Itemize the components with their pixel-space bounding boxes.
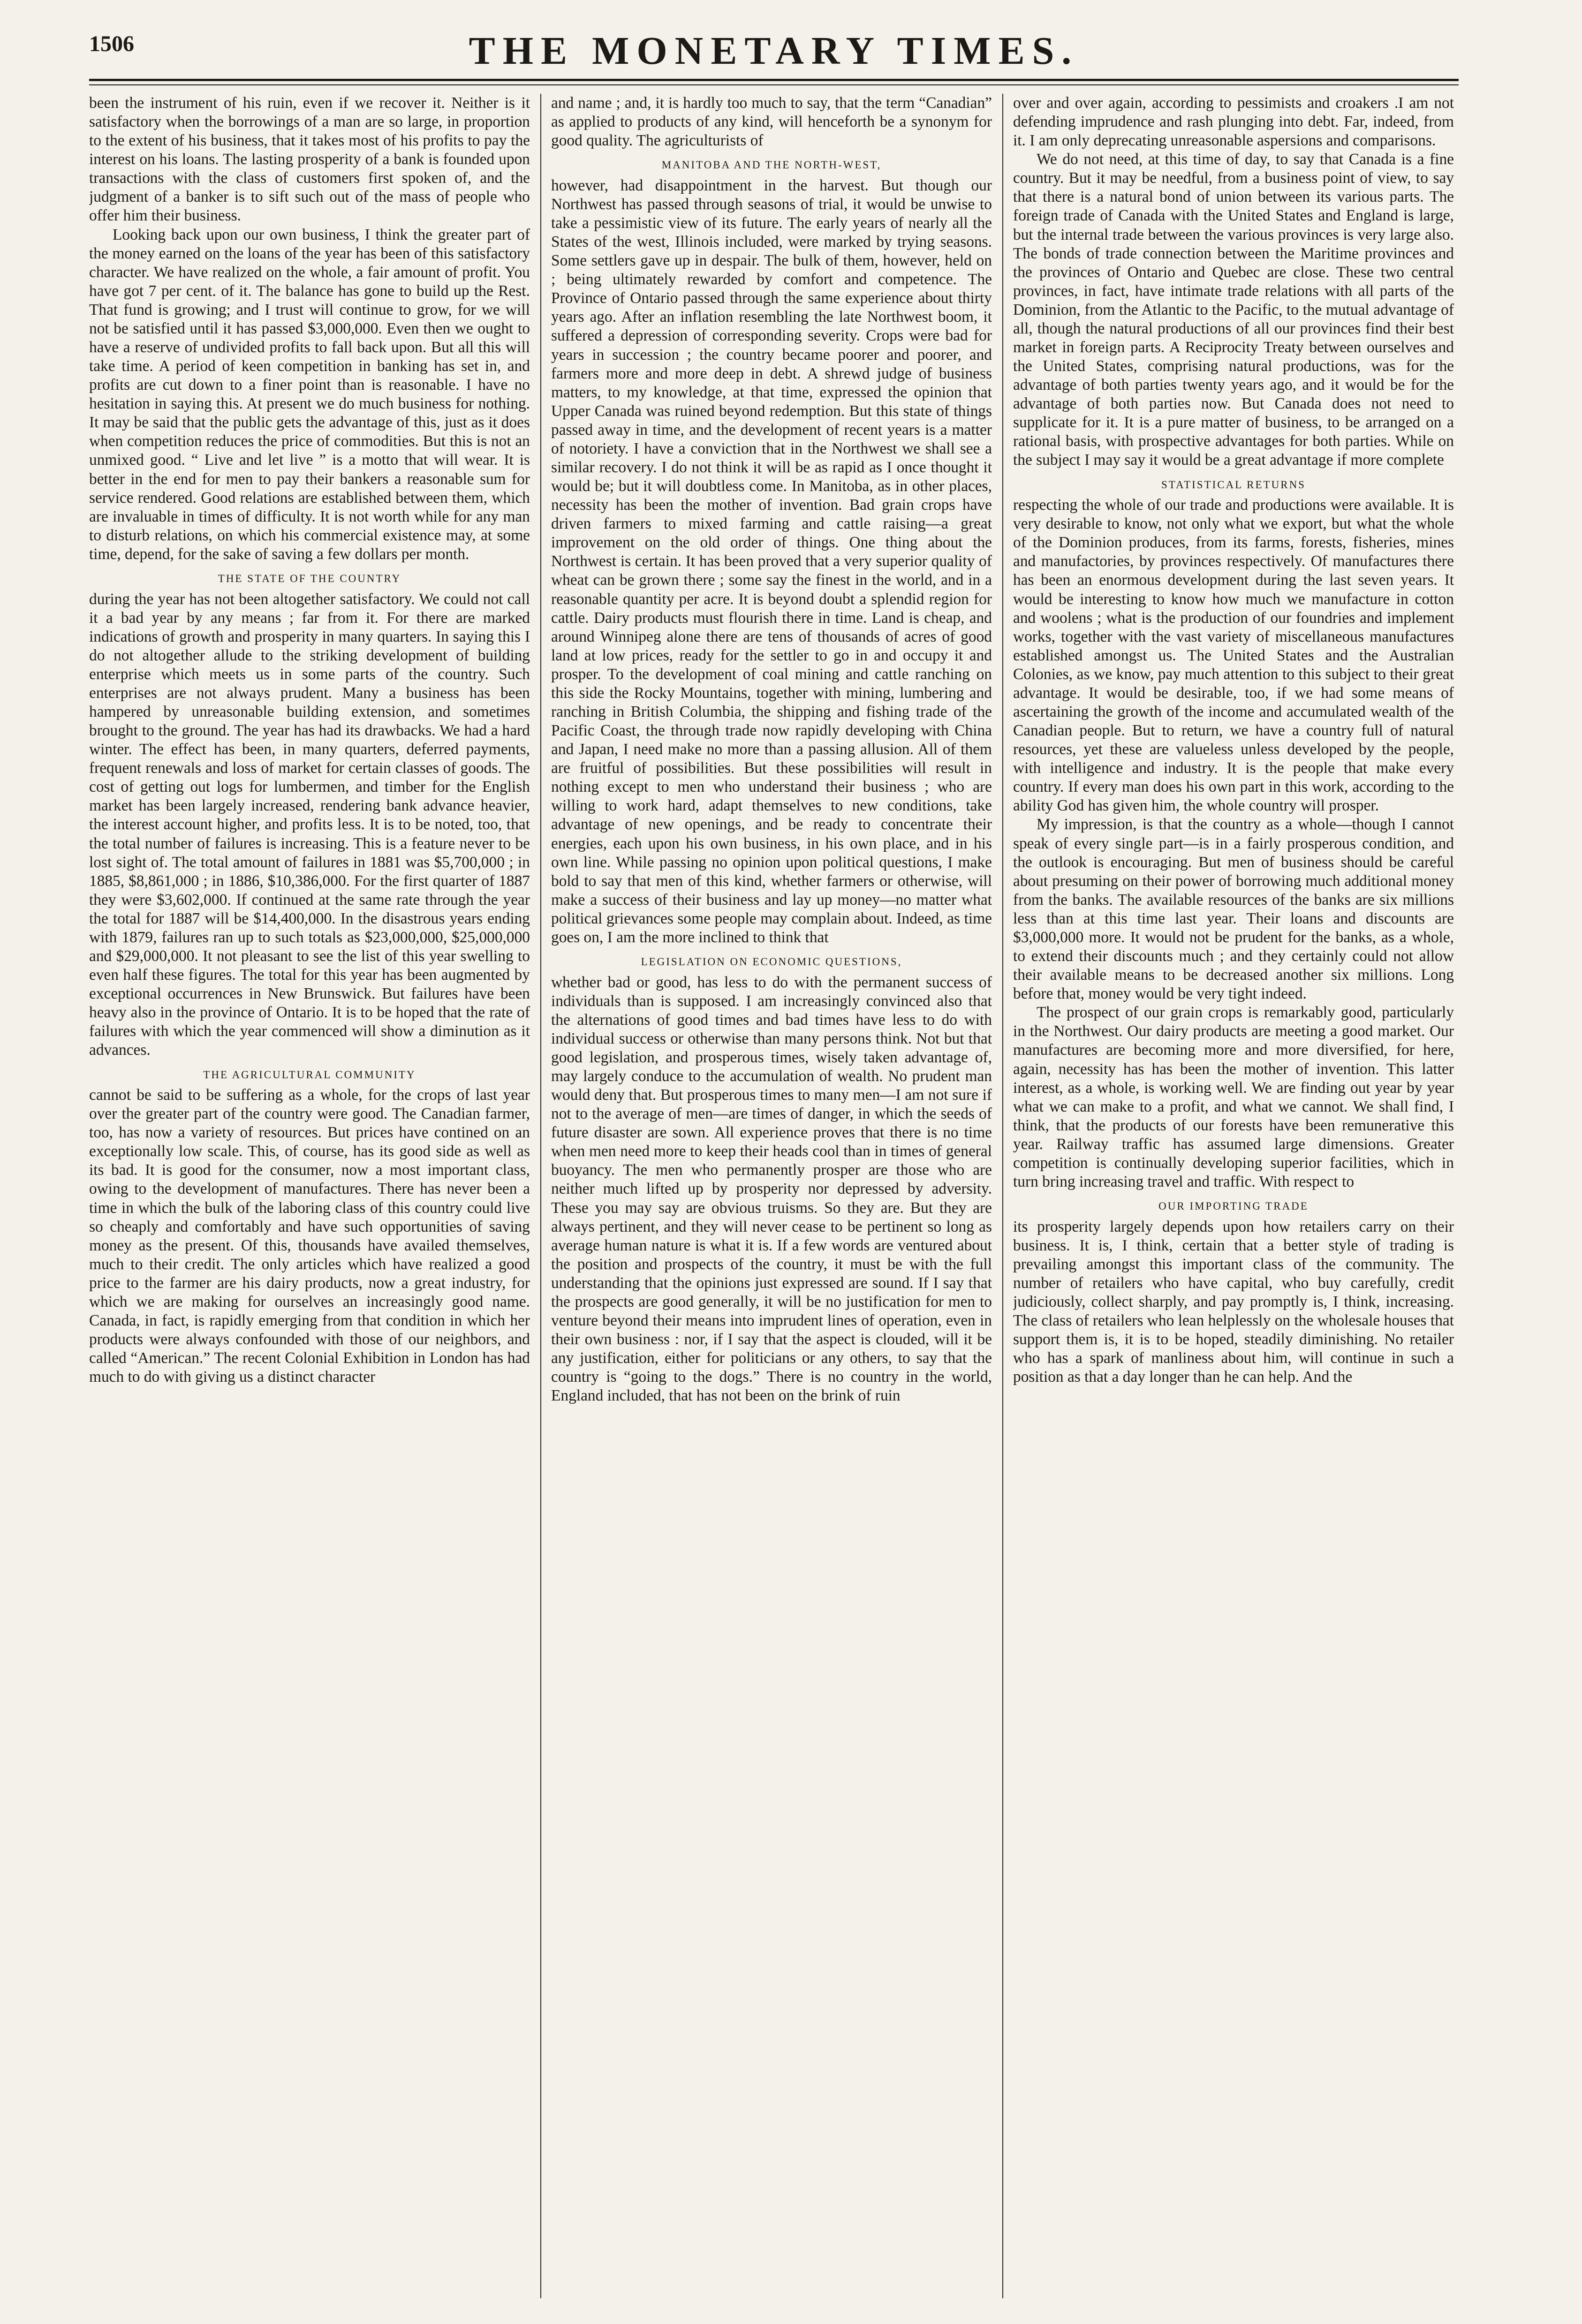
paragraph: whether bad or good, has less to do with the permanent success of individuals than is supposed. I am increasingly convinced also that the alternations of good times and bad times have less to do with individual success or otherwise than many persons think. Not but that good legislation, and prosperous times, wisely taken advantage of, may largely conduce to the accumulation of wealth. No prudent man would deny that. But prosperous times to many men—I am not sure if not to the average of men—are times of danger, in which the seeds of future disaster are sown. All experience proves that there is no time when men need more to keep their heads cool than in times of general buoyancy. The men who permanently prosper are those who are neither much lifted up by prosperity nor depressed by adversity. These you may say are obvious truisms. So they are. But they are always pertinent, and they will never cease to be pertinent so long as average human nature is what it is. If a few words are ventured about the position and prospects of the country, it must be with the full understanding that the opinions just expressed are sound. If I say that the prospects are good generally, it will be no justification for men to venture beyond their means into imprudent lines of operation, even in their own business : nor, if I say that the aspect is clouded, will it be any justification, either for politicians or any others, to say that the country is “going to the dogs.” There is no country in the world, England included, that has not been on the brink of ruin [551,973,992,1405]
paragraph: over and over again, according to pessimists and croakers .I am not defending imprudence and rash plunging into debt. Far, indeed, from it. I am only deprecating unreasonable aspersions and comparisons. [1013,94,1454,150]
paragraph: cannot be said to be suffering as a whole, for the crops of last year over the greater part of the country were good. The Canadian farmer, too, has now a variety of resources. But prices have contined on an exceptionally low scale. This, of course, has its good side as well as its bad. It is good for the consumer, now a most important class, owing to the development of manufactures. There has never been a time in which the bulk of the laboring class of this country could live so cheaply and comfortably and have such opportunities of saving money as the present. Of this, thousands have availed themselves, much to their credit. The only articles which have realized a good price to the farmer are his dairy products, now a great industry, for which we are making for ourselves an increasingly good name. Canada, in fact, is rapidly emerging from that condition in which her products were always confounded with those of our neighbors, and called “American.” The recent Colonial Exhibition in London has had much to do with giving us a distinct character [89,1086,530,1386]
page-header [89,28,1459,84]
section-heading: THE STATE OF THE COUNTRY [218,572,401,584]
paragraph: during the year has not been altogether satisfactory. We could not call it a bad year by any means ; far from it. For there are marked indications of growth and prosperity in many quarters. In saying this I do not altogether allude to the striking development of building enterprise which meets us in some parts of the country. Such enterprises are not always prudent. Many a business has been hampered by unreasonable building extension, and sometimes brought to the ground. The year has had its drawbacks. We had a hard winter. The effect has been, in many quarters, deferred payments, frequent renewals and loss of market for certain classes of goods. The cost of getting out logs for lumbermen, and timber for the English market has been largely increased, rendering bank advance heavier, the interest account higher, and profits less. It is to be noted, too, that the total number of failures is increasing. This is a feature never to be lost sight of. The total amount of failures in 1881 was $5,700,000 ; in 1885, $8,861,000 ; in 1886, $10,386,000. For the first quarter of 1887 they were $3,602,000. If continued at the same rate through the year the total for 1887 will be $14,400,000. In the disastrous years ending with 1879, failures ran up to such totals as $23,000,000, $25,000,000 and $29,000,000. It not pleasant to see the list of this year swelling to even half these figures. The total for this year has been augmented by exceptional occurrences in New Brunswick. But failures have been heavy also in the province of Ontario. It is to be hoped that the rate of failures with which the year commenced will show a diminution as it advances. [89,590,530,1059]
paragraph: been the instrument of his ruin, even if we recover it. Neither is it satisfactory when the borrowings of a man are so large, in proportion to the extent of his business, that it takes most of his profits to pay the interest on his loans. The lasting prosperity of a bank is founded upon transactions with the class of customers first spoken of, and the judgment of a banker is to sift such out of the mass of people who offer him their business. [89,94,530,225]
header-rule-thick [89,79,1459,81]
paragraph: We do not need, at this time of day, to say that Canada is a fine country. But it may be needful, from a business point of view, to say that there is a natural bond of union between its various parts. The foreign trade of Canada with the United States and England is large, but the internal trade between the various provinces is very large also. The bonds of trade connection between the Maritime provinces and the provinces of Ontario and Quebec are close. These two central provinces, in fact, have intimate trade relations with all parts of the Dominion, from the Atlantic to the Pacific, to the mutual advantage of all, though the natural productions of all our provinces find their best market in foreign parts. A Reciprocity Treaty between ourselves and the United States, comprising natural productions, was for the advantage of both parties twenty years ago, and it would be for the advantage of both parties now. But Canada does not need to supplicate for it. It is a pure matter of business, to be arranged on a rational basis, with prospective advantages for both parties. While on the subject I may say it would be a great advantage if more complete [1013,151,1454,469]
section-heading: STATISTICAL RETURNS [1161,478,1306,491]
section-heading: OUR IMPORTING TRADE [1158,1200,1309,1212]
masthead-title: THE MONETARY TIMES. [469,29,1079,73]
paragraph: its prosperity largely depends upon how retailers carry on their business. It is, I think, certain that a better style of trading is prevailing amongst this important class of the community. The number of retailers who have capital, who buy carefully, credit judiciously, collect sharply, and pay promptly is, I think, increasing. The class of retailers who lean helplessly on the wholesale houses that support them is, it is to be hoped, steadily diminishing. No retailer who has a spark of manliness about him, will continue in such a position as that a day longer than he can help. And the [1013,1218,1454,1386]
section-heading: LEGISLATION ON ECONOMIC QUESTIONS, [641,956,902,968]
section-heading: THE AGRICULTURAL COMMUNITY [203,1068,416,1081]
paragraph: Looking back upon our own business, I think the greater part of the money earned on the loans of the year has been of this satisfactory character. We have realized on the whole, a fair amount of profit. You have got 7 per cent. of it. The balance has gone to build up the Rest. That fund is growing; and I trust will continue to grow, for we will not be satisfied until it has passed $3,000,000. Even then we ought to have a reserve of undivided profits to fall back upon. But all this will take time. A period of keen competition in banking has set in, and profits are cut down to a finer point than is reasonable. I have no hesitation in saying this. At present we do much business for nothing. It may be said that the public gets the advantage of this, just as it does when competition reduces the price of commodities. But this is not an unmixed good. “ Live and let live ” is a motto that will wear. It is better in the end for men to pay their bankers a reasonable sum for service rendered. Good relations are established between them, which are invaluable in times of difficulty. It is not worth while for any man to disturb relations, on which his commercial existence may, at some time, depend, for the sake of saving a few dollars per month. [89,226,530,563]
paragraph: and name ; and, it is hardly too much to say, that the term “Canadian” as applied to products of any kind, will henceforth be a synonym for good quality. The agriculturists of [551,94,992,150]
paragraph: however, had disappointment in the harvest. But though our Northwest has passed through seasons of trial, it would be unwise to take a pessimistic view of its future. The early years of nearly all the States of the west, Illinois included, were marked by trying seasons. Some settlers gave up in despair. The bulk of them, however, held on ; being ultimately rewarded by comfort and competence. The Province of Ontario passed through the same experience about thirty years ago. After an inflation resembling the late Northwest boom, it suffered a depression of corresponding severity. Crops were bad for years in succession ; the country became poorer and poorer, and farmers more and more deep in debt. A shrewd judge of business matters, to my knowledge, at that time, expressed the opinion that Upper Canada was ruined beyond redemption. But this state of things passed away in time, and the development of recent years is a matter of notoriety. I have a conviction that in the Northwest we shall see a similar recovery. I do not think it will be as rapid as I once thought it would be; but it will doubtless come. In Manitoba, as in other places, necessity has been the mother of invention. Bad grain crops have driven farmers to mixed farming and cattle raising—a great improvement on the old order of things. One thing about the Northwest is certain. It has been proved that a very superior quality of wheat can be grown there ; some say the finest in the world, and in a reasonable quantity per acre. It is beyond doubt a splendid region for cattle. Dairy products must flourish there in time. Land is cheap, and around Winnipeg alone there are tens of thousands of acres of good land at low prices, ready for the settler to go in and occupy it and prosper. To the development of coal mining and cattle ranching on this side the Rocky Mountains, together with mining, lumbering and ranching in British Columbia, the shipping and fishing trade of the Pacific Coast, the through trade now rapidly developing with China and Japan, I need make no more than a passing allusion. All of them are fruitful of possibilities. But these possibilities will result in nothing except to men who understand their business ; who are willing to work hard, adapt themselves to new conditions, take advantage of new openings, and be ready to concentrate their energies, each upon his own business, in his own place, and in his own line. While passing no opinion upon political questions, I make bold to say that men of this kind, whether farmers or otherwise, will make a success of their business and lay up money—no matter what political grievances some people may complain about. Indeed, as time goes on, I am the more inclined to think that [551,176,992,946]
page-number: 1506 [89,31,134,56]
column-3 [1013,94,1454,2298]
section-heading: MANITOBA AND THE NORTH-WEST, [661,159,882,171]
paragraph: respecting the whole of our trade and productions were available. It is very desirable to know, not only what we export, but what the whole of the Dominion produces, from its farms, forests, fisheries, mines and manufactories, by provinces respectively. Of manufactures there has been an enormous development during the last seven years. It would be interesting to know how much we manufacture in cotton and woolens ; what is the production of our foundries and implement works, together with the vast variety of miscellaneous manufactures established amongst us. The United States and the Australian Colonies, as we know, pay much attention to this subject to their great advantage. It would be desirable, too, if we had some means of ascertaining the growth of the income and accumulated wealth of the Canadian people. But to return, we have a country full of natural resources, yet these are valueless unless developed by the people, with intelligence and industry. It is the people that make every country. If every man does his own part in this work, according to the ability God has given him, the whole country will prosper. [1013,496,1454,815]
column-1 [89,94,530,2298]
column-2 [551,94,992,2298]
article-columns [89,94,1459,2298]
header-rule-thin [89,84,1459,85]
paragraph: My impression, is that the country as a whole—though I cannot speak of every single part—is in a fairly prosperous condition, and the outlook is encouraging. But men of business should be careful about presuming on their power of borrowing much additional money from the banks. The available resources of the banks are six millions less than at this time last year. Their loans and discounts are $3,000,000 more. It would not be prudent for the banks, as a whole, to extend their discounts much ; and they certainly could not allow their available means to be decreased another six millions. Long before that, money would be very tight indeed. [1013,816,1454,1003]
paragraph: The prospect of our grain crops is remarkably good, particularly in the Northwest. Our dairy products are meeting a good market. Our manufactures are becoming more and more diversified, for here, again, necessity has has been the mother of invention. This latter interest, as a whole, is working well. We are finding out year by year what we can make to a profit, and what we cannot. We shall find, I think, that the products of our forests have been remunerative this year. Railway traffic has assumed large dimensions. Greater competition is continually developing superior facilities, which in turn bring increasing travel and traffic. With respect to [1013,1004,1454,1190]
